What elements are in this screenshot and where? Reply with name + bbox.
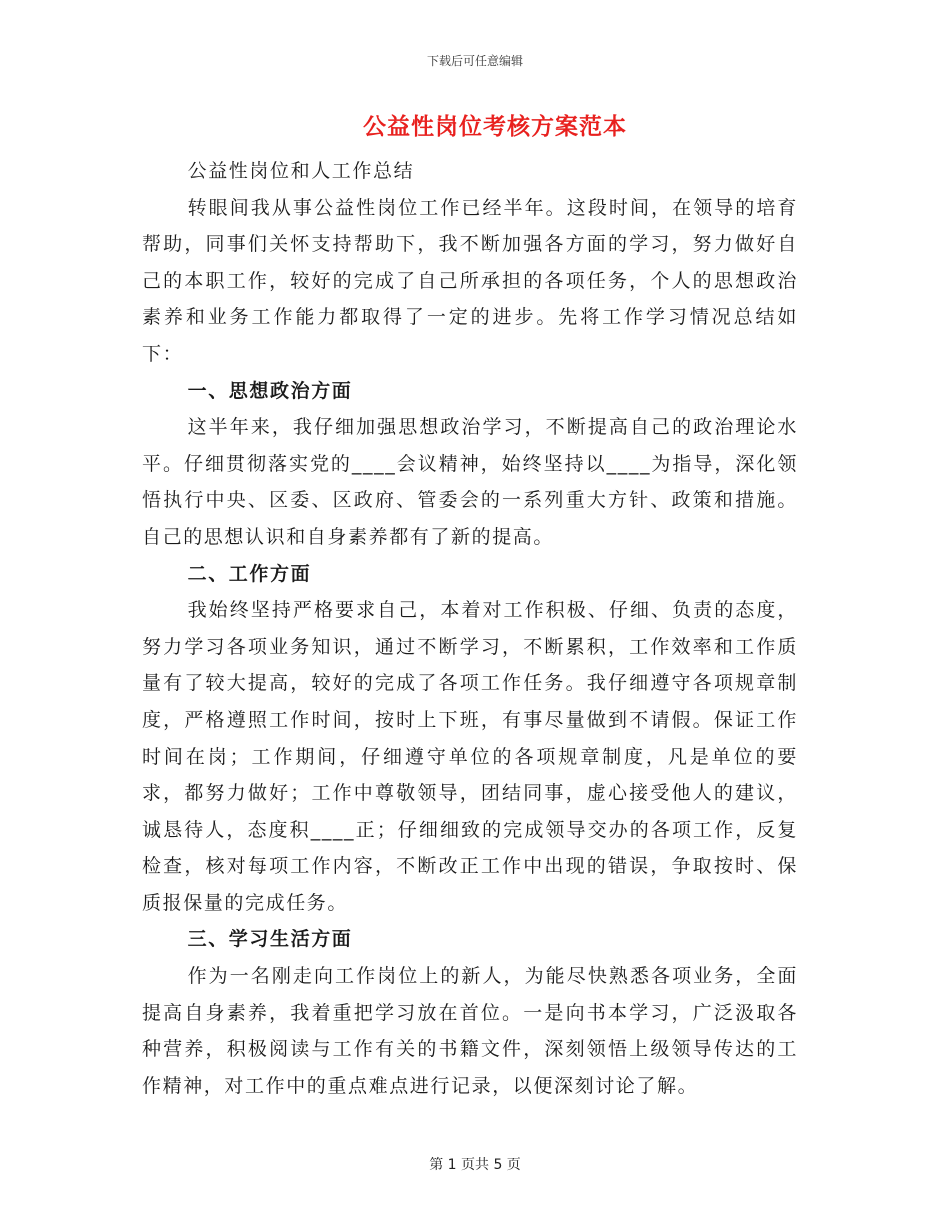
page-number: 第 1 页共 5 页 <box>429 1157 521 1173</box>
document-body <box>142 153 798 1104</box>
intro-paragraph: 转眼间我从事公益性岗位工作已经半年。这段时间，在领导的培育帮助，同事们关怀支持帮助下，我不断加强各方面的学习，努力做好自己的本职工作，较好的完成了自己所承担的各项任务，个人的思想政治素养和业务工作能力都取得了一定的进步。先将工作学习情况总结如下： <box>142 196 798 365</box>
section-body-work: 我始终坚持严格要求自己，本着对工作积极、仔细、负责的态度，努力学习各项业务知识，通过不断学习，不断累积，工作效率和工作质量有了较大提高，较好的完成了各项工作任务。我仔细遵守各项规章制度，严格遵照工作时间，按时上下班，有事尽量做到不请假。保证工作时间在岗；工作期间，仔细遵守单位的各项规章制度，凡是单位的要求，都努力做好；工作中尊敬领导，团结同事，虚心接受他人的建议，诚恳待人，态度积____正；仔细细致的完成领导交办的各项工作，反复检查，核对每项工作内容，不断改正工作中出现的错误，争取按时、保质报保量的完成任务。 <box>142 599 798 914</box>
document-title: 公益性岗位考核方案范本 <box>363 114 627 140</box>
section-heading-work: 二、工作方面 <box>187 562 312 585</box>
page-header-note: 下载后可任意编辑 <box>426 54 523 68</box>
section-heading-study: 三、学习生活方面 <box>187 928 353 951</box>
document-subtitle: 公益性岗位和人工作总结 <box>187 160 415 182</box>
section-body-political: 这半年来，我仔细加强思想政治学习，不断提高自己的政治理论水平。仔细贯彻落实党的____会议精神，始终坚持以____为指导，深化领悟执行中央、区委、区政府、管委会的一系列重大方针、政策和措施。自己的思想认识和自身素养都有了新的提高。 <box>142 416 798 548</box>
section-heading-political: 一、思想政治方面 <box>187 379 353 402</box>
section-body-study: 作为一名刚走向工作岗位上的新人，为能尽快熟悉各项业务，全面提高自身素养，我着重把学习放在首位。一是向书本学习，广泛汲取各种营养，积极阅读与工作有关的书籍文件，深刻领悟上级领导传达的工作精神，对工作中的重点难点进行记录，以便深刻讨论了解。 <box>142 965 798 1097</box>
